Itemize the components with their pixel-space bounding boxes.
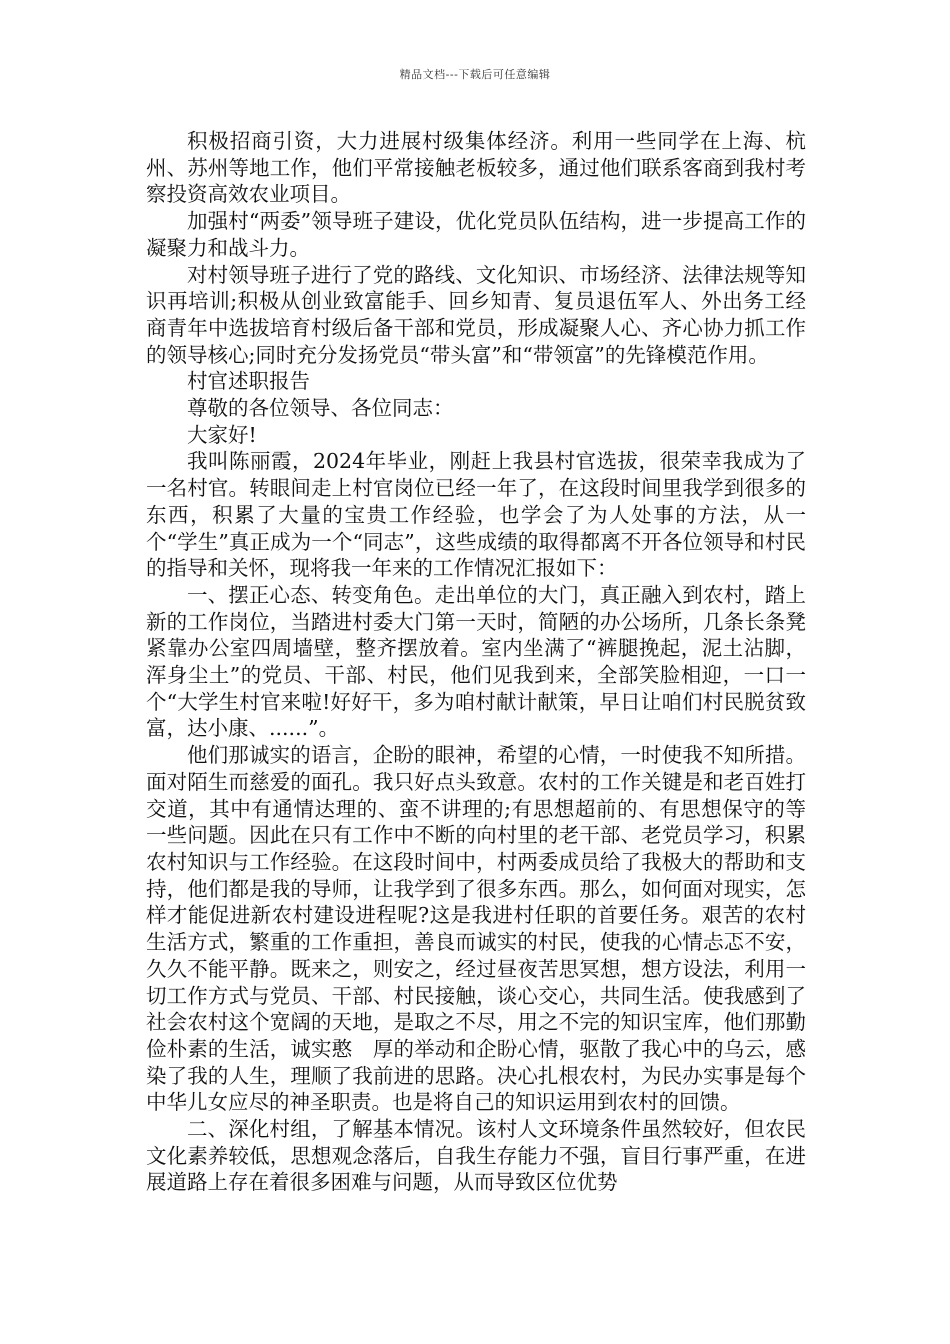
report-title: 村官述职报告 bbox=[187, 369, 310, 394]
paragraph-section-two: 二、深化村组，了解基本情况。该村人文环境条件虽然较好，但农民文化素养较低，思想观念落后，自我生存能力不强，盲目行事严重，在进展道路上存在着很多困难与问题，从而导致区位优势 bbox=[146, 1117, 806, 1195]
paragraph-investment: 积极招商引资，大力进展村级集体经济。利用一些同学在上海、杭州、苏州等地工作，他们平常接触老板较多，通过他们联系客商到我村考察投资高效农业项目。 bbox=[146, 129, 806, 207]
page-header: 精品文档---下载后可任意编辑 bbox=[399, 68, 551, 81]
greeting: 大家好! bbox=[187, 422, 257, 447]
paragraph-introduction: 我叫陈丽霞，2024年毕业，刚赶上我县村官选拔，很荣幸我成为了一名村官。转眼间走上村官岗位已经一年了，在这段时间里我学到很多的东西，积累了大量的宝贵工作经验，也学会了为人处事的方法，从一个“学生”真正成为一个“同志”，这些成绩的取得都离不开各位领导和村民的指导和关怀，现将我一年来的工作情况汇报如下： bbox=[146, 449, 806, 581]
paragraph-reflection: 他们那诚实的语言，企盼的眼神，希望的心情，一时使我不知所措。面对陌生而慈爱的面孔。我只好点头致意。农村的工作关键是和老百姓打交道，其中有通情达理的、蛮不讲理的;有思想超前的、有思想保守的等一些问题。因此在只有工作中不断的向村里的老干部、老党员学习，积累农村知识与工作经验。在这段时间中，村两委成员给了我极大的帮助和支持，他们都是我的导师，让我学到了很多东西。那么，如何面对现实，怎样才能促进新农村建设进程呢?这是我进村任职的首要任务。艰苦的农村生活方式，繁重的工作重担，善良而诚实的村民，使我的心情忐忑不安，久久不能平静。既来之，则安之，经过昼夜苦思冥想，想方设法，利用一切工作方式与党员、干部、村民接触，谈心交心，共同生活。使我感到了社会农村这个宽阔的天地，是取之不尽，用之不完的知识宝库，他们那勤俭朴素的生活，诚实憨 厚的举动和企盼心情，驱散了我心中的乌云，感染了我的人生，理顺了我前进的思路。决心扎根农村，为民办实事是每个中华儿女应尽的神圣职责。也是将自己的知识运用到农村的回馈。 bbox=[146, 743, 806, 1115]
salutation: 尊敬的各位领导、各位同志： bbox=[187, 396, 454, 421]
paragraph-section-one: 一、摆正心态、转变角色。走出单位的大门，真正融入到农村，踏上新的工作岗位，当踏进村委大门第一天时，简陋的办公场所，几条长条凳紧靠办公室四周墙壁，整齐摆放着。室内坐满了“裤腿挽起，泥土沾脚，浑身尘土”的党员、干部、村民，他们见我到来，全部笑脸相迎，一口一个“大学生村官来啦!好好干，多为咱村献计献策，早日让咱们村民脱贫致富，达小康、......”。 bbox=[146, 582, 806, 741]
document-body bbox=[146, 128, 806, 1196]
paragraph-training: 对村领导班子进行了党的路线、文化知识、市场经济、法律法规等知识再培训;积极从创业致富能手、回乡知青、复员退伍军人、外出务工经商青年中选拔培育村级后备干部和党员，形成凝聚人心、齐心协力抓工作的领导核心;同时充分发扬党员“带头富”和“带领富”的先锋模范作用。 bbox=[146, 262, 806, 367]
paragraph-committee: 加强村“两委”领导班子建设，优化党员队伍结构，进一步提高工作的凝聚力和战斗力。 bbox=[146, 209, 806, 260]
